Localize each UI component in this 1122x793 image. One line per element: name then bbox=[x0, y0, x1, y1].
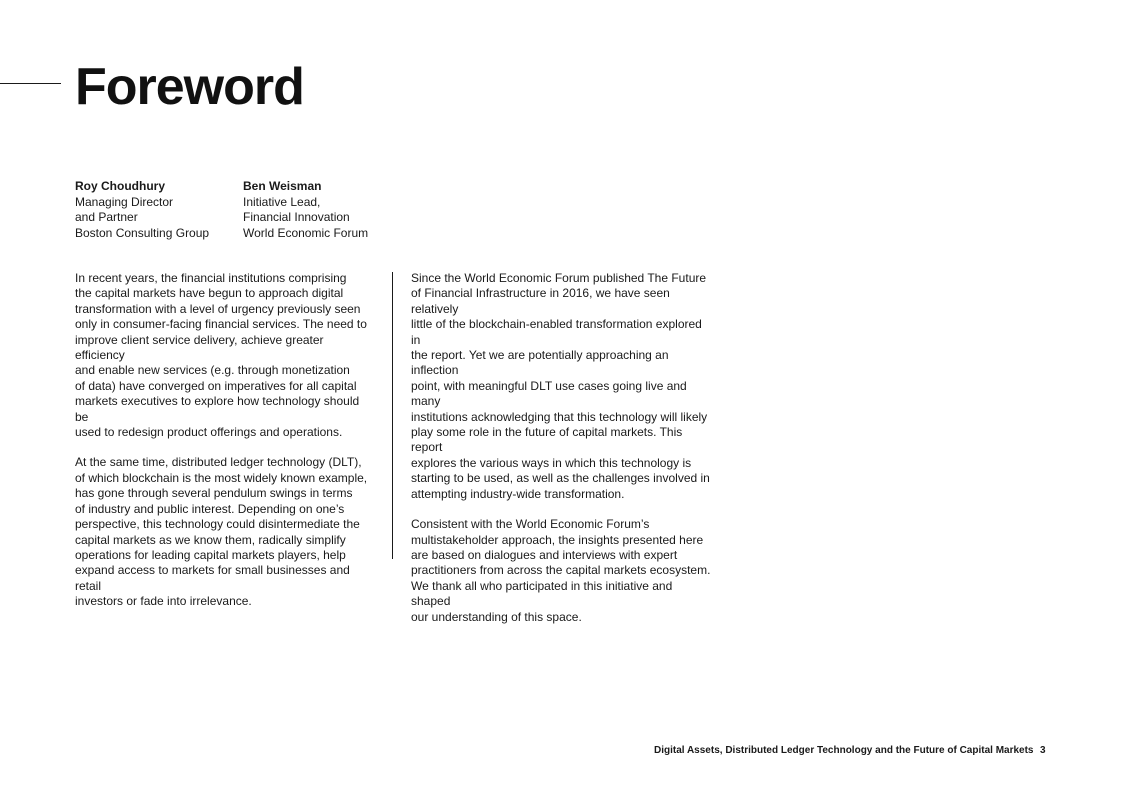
footer-page-number: 3 bbox=[1040, 745, 1046, 756]
author-role-line: Managing Director bbox=[75, 194, 174, 209]
body-paragraph: At the same time, distributed ledger technology (DLT), of which blockchain is the most widely known example, has gone through several pendulum swings in terms of industry and public interest. Depending on one’s perspective, this technology could disintermediate the capital markets as we know them, radically simplify operations for leading capital markets players, help expand access to markets for small businesses and retail investors or fade into irrelevance. bbox=[75, 455, 368, 609]
body-column-right bbox=[411, 271, 711, 640]
author-organization: World Economic Forum bbox=[243, 225, 369, 240]
body-paragraph: Since the World Economic Forum published The Future of Financial Infrastructure in 2016, we have seen relatively little of the blockchain-enabled transformation explored in the report. Yet we are potentially approaching an inflection point, with meaningful DLT use cases going live and many institutions acknowledging that this technology will likely play some role in the future of capital markets. This report explores the various ways in which this technology is starting to be used, as well as the challenges involved in attempting industry-wide transformation. bbox=[411, 271, 710, 501]
body-paragraph: Consistent with the World Economic Forum’s multistakeholder approach, the insights presented here are based on dialogues and interviews with expert practitioners from across the capital markets ecosystem. We thank all who participated in this initiative and shaped our understanding of this space. bbox=[411, 517, 711, 624]
author-role-line: Financial Innovation bbox=[243, 210, 350, 224]
author-block-weisman bbox=[243, 179, 403, 241]
author-role-line: Initiative Lead, bbox=[243, 194, 321, 209]
body-column-left bbox=[75, 271, 375, 625]
author-name: Ben Weisman bbox=[243, 179, 322, 193]
author-role-line: and Partner bbox=[75, 210, 138, 224]
author-organization: Boston Consulting Group bbox=[75, 225, 210, 240]
author-name: Roy Choudhury bbox=[75, 179, 165, 193]
body-paragraph: In recent years, the financial institutions comprising the capital markets have begun to approach digital transformation with a level of urgency previously seen only in consumer-facing financial services. The need to improve client service delivery, achieve greater efficiency and enable new services (e.g. through monetization of data) have converged on imperatives for all capital markets executives to explore how technology should be used to redesign product offerings and operations. bbox=[75, 271, 367, 440]
author-block-choudhury bbox=[75, 179, 235, 241]
column-divider bbox=[392, 272, 393, 559]
page-title: Foreword bbox=[75, 58, 304, 116]
footer-report-title: Digital Assets, Distributed Ledger Technology and the Future of Capital Markets bbox=[654, 745, 1034, 756]
title-rule bbox=[0, 83, 61, 84]
